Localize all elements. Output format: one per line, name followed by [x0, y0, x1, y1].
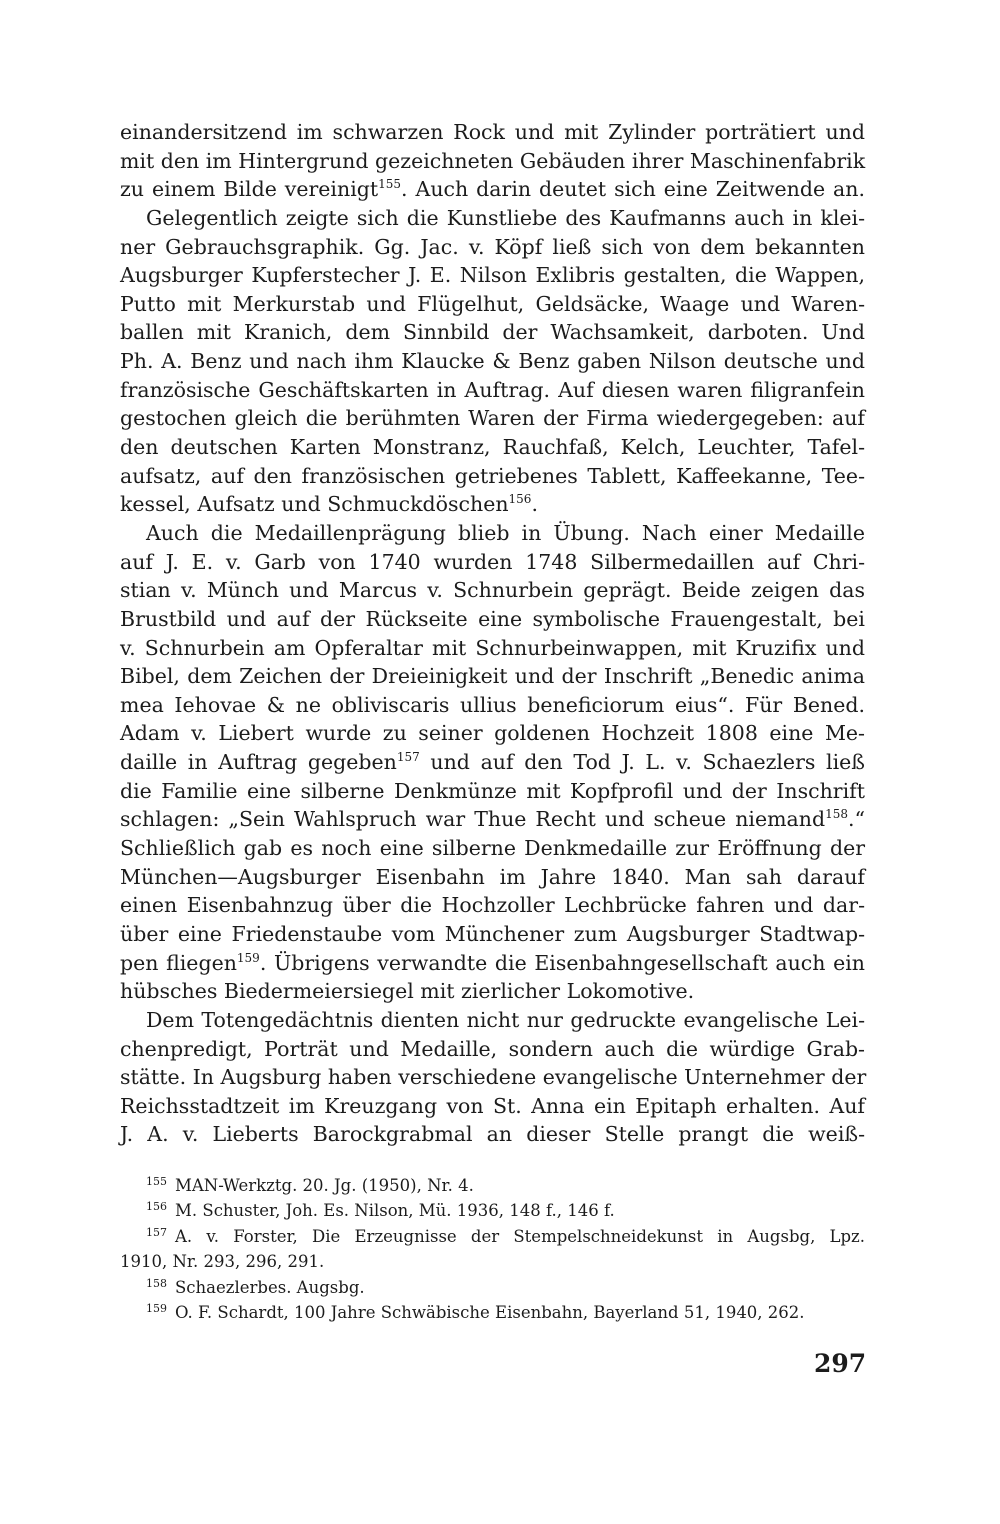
- line-text: ballen mit Kranich, dem Sinnbild der Wachsamkeit, darboten. Und: [120, 320, 865, 345]
- footnote-ref: 157: [396, 750, 420, 765]
- line-text: Augsburger Kupferstecher J. E. Nilson Exlibris gestalten, die Wappen,: [120, 263, 865, 288]
- line-text-after: . Übrigens verwandte die Eisenbahngesellschaft auch ein: [259, 950, 865, 975]
- text-line: [120, 433, 865, 462]
- text-line: [120, 490, 865, 519]
- text-line: [120, 290, 865, 319]
- line-text: aufsatz, auf den französischen getriebenes Tablett, Kaffeekanne, Tee-: [120, 463, 865, 488]
- text-line: [120, 347, 865, 376]
- line-text: Reichsstadtzeit im Kreuzgang von St. Anna ein Epitaph erhalten. Auf: [120, 1093, 865, 1118]
- text-line: [120, 318, 865, 347]
- text-line: [120, 175, 865, 204]
- text-line: [120, 261, 865, 290]
- footnote-text: Schaezlerbes. Augsbg.: [175, 1277, 365, 1297]
- text-line: [120, 748, 865, 777]
- text-line: [120, 662, 865, 691]
- text-line: [120, 605, 865, 634]
- line-text: Putto mit Merkurstab und Flügelhut, Geldsäcke, Waage und Waren-: [120, 291, 865, 316]
- footnote: [120, 1275, 865, 1300]
- line-text: zu einem Bilde vereinigt: [120, 177, 379, 202]
- line-text: Schließlich gab es noch eine silberne Denkmedaille zur Eröffnung der: [120, 836, 865, 861]
- line-text: kessel, Aufsatz und Schmuckdöschen: [120, 492, 509, 517]
- line-text: Bibel, dem Zeichen der Dreieinigkeit und der Inschrift „Benedic anima: [120, 664, 865, 689]
- footnote-number: 159: [146, 1301, 167, 1315]
- line-text: gestochen gleich die berühmten Waren der Firma wiedergegeben: auf: [120, 406, 865, 431]
- text-line: [120, 462, 865, 491]
- footnote-ref: 156: [508, 492, 532, 507]
- text-line: [120, 204, 865, 233]
- line-text: Gelegentlich zeigte sich die Kunstliebe des Kaufmanns auch in klei-: [146, 205, 865, 230]
- line-text: daille in Auftrag gegeben: [120, 750, 397, 775]
- line-text: französische Geschäftskarten in Auftrag. Auf diesen waren filigranfein: [120, 377, 865, 402]
- text-line: [120, 1120, 865, 1149]
- footnote-number: 157: [146, 1225, 167, 1239]
- line-text-after: . Auch darin deutet sich eine Zeitwende an.: [401, 177, 865, 202]
- footnote-text: 1910, Nr. 293, 296, 291.: [120, 1252, 325, 1272]
- footnote-ref: 158: [825, 807, 848, 822]
- footnote-text: O. F. Schardt, 100 Jahre Schwäbische Eisenbahn, Bayerland 51, 1940, 262.: [175, 1302, 805, 1322]
- line-text: Adam v. Liebert wurde zu seiner goldenen Hochzeit 1808 eine Me-: [120, 721, 865, 746]
- text-line: [120, 1092, 865, 1121]
- footnote-text: M. Schuster, Joh. Es. Nilson, Mü. 1936, 148 f., 146 f.: [175, 1201, 615, 1221]
- footnote-number: 158: [146, 1276, 167, 1290]
- text-line: [120, 118, 865, 147]
- line-text: Ph. A. Benz und nach ihm Klaucke & Benz gaben Nilson deutsche und: [120, 349, 865, 374]
- line-text-after: und auf den Tod J. L. v. Schaezlers ließ: [419, 750, 865, 775]
- text-line: [120, 634, 865, 663]
- line-text: mea Iehovae & ne obliviscaris ullius beneficiorum eius“. Für Bened.: [120, 692, 865, 717]
- footnote: [120, 1249, 865, 1274]
- line-text: stian v. Münch und Marcus v. Schnurbein geprägt. Beide zeigen das: [120, 578, 865, 603]
- text-line: [120, 777, 865, 806]
- line-text: über eine Friedenstaube vom Münchener zum Augsburger Stadtwap-: [120, 921, 865, 946]
- footnote-ref: 155: [378, 177, 402, 192]
- text-line: [120, 519, 865, 548]
- footnote-ref: 159: [236, 950, 260, 965]
- footnote-text: A. v. Forster, Die Erzeugnisse der Stempelschneidekunst in Augsbg, Lpz.: [175, 1226, 865, 1246]
- line-text: mit den im Hintergrund gezeichneten Gebäuden ihrer Maschinenfabrik: [120, 148, 866, 173]
- text-line: [120, 719, 865, 748]
- line-text: auf J. E. v. Garb von 1740 wurden 1748 Silbermedaillen auf Chri-: [120, 549, 865, 574]
- text-line: [120, 977, 865, 1006]
- line-text: stätte. In Augsburg haben verschiedene evangelische Unternehmer der: [120, 1065, 867, 1090]
- footnote: [120, 1173, 865, 1198]
- text-line: [120, 834, 865, 863]
- text-line: [120, 863, 865, 892]
- text-line: [120, 376, 865, 405]
- line-text: ner Gebrauchsgraphik. Gg. Jac. v. Köpf ließ sich von dem bekannten: [120, 234, 865, 259]
- footnote: [120, 1198, 865, 1223]
- line-text: den deutschen Karten Monstranz, Rauchfaß, Kelch, Leuchter, Tafel-: [120, 435, 865, 460]
- text-line: [120, 1063, 865, 1092]
- line-text: München—Augsburger Eisenbahn im Jahre 1840. Man sah darauf: [120, 864, 865, 889]
- line-text: einandersitzend im schwarzen Rock und mit Zylinder porträtiert und: [120, 120, 865, 144]
- text-line: [120, 147, 865, 176]
- body-text: [120, 118, 865, 1149]
- footnote: [120, 1300, 865, 1325]
- text-line: [120, 576, 865, 605]
- text-line: [120, 404, 865, 433]
- text-line: [120, 1006, 865, 1035]
- text-line: [120, 691, 865, 720]
- line-text: hübsches Biedermeiersiegel mit zierlicher Lokomotive.: [120, 979, 695, 1004]
- line-text: Brustbild und auf der Rückseite eine symbolische Frauengestalt, bei: [120, 606, 865, 631]
- footnotes: [120, 1173, 865, 1325]
- footnote: [120, 1224, 865, 1249]
- line-text: einen Eisenbahnzug über die Hochzoller Lechbrücke fahren und dar-: [120, 893, 865, 918]
- line-text: schlagen: „Sein Wahlspruch war Thue Recht und scheue niemand: [120, 807, 826, 832]
- text-line: [120, 920, 865, 949]
- text-line: [120, 949, 865, 978]
- line-text: pen fliegen: [120, 950, 237, 975]
- line-text: die Familie eine silberne Denkmünze mit Kopfprofil und der Inschrift: [120, 778, 865, 803]
- footnote-number: 155: [146, 1175, 167, 1188]
- line-text: Auch die Medaillenprägung blieb in Übung. Nach einer Medaille: [146, 520, 865, 545]
- line-text: J. A. v. Lieberts Barockgrabmal an dieser Stelle prangt die weiß-: [120, 1122, 865, 1147]
- page-number: 297: [814, 1349, 867, 1378]
- footnote-text: MAN-Werkztg. 20. Jg. (1950), Nr. 4.: [175, 1176, 474, 1195]
- text-line: [120, 891, 865, 920]
- line-text-after: .“: [848, 807, 865, 832]
- text-line: [120, 233, 865, 262]
- line-text: Dem Totengedächtnis dienten nicht nur gedruckte evangelische Lei-: [146, 1007, 865, 1032]
- text-line: [120, 805, 865, 834]
- line-text: chenpredigt, Porträt und Medaille, sondern auch die würdige Grab-: [120, 1036, 865, 1061]
- text-line: [120, 1035, 865, 1064]
- line-text-after: .: [531, 492, 538, 517]
- text-line: [120, 548, 865, 577]
- line-text: v. Schnurbein am Opferaltar mit Schnurbeinwappen, mit Kruzifix und: [120, 635, 865, 660]
- footnote-number: 156: [146, 1200, 167, 1214]
